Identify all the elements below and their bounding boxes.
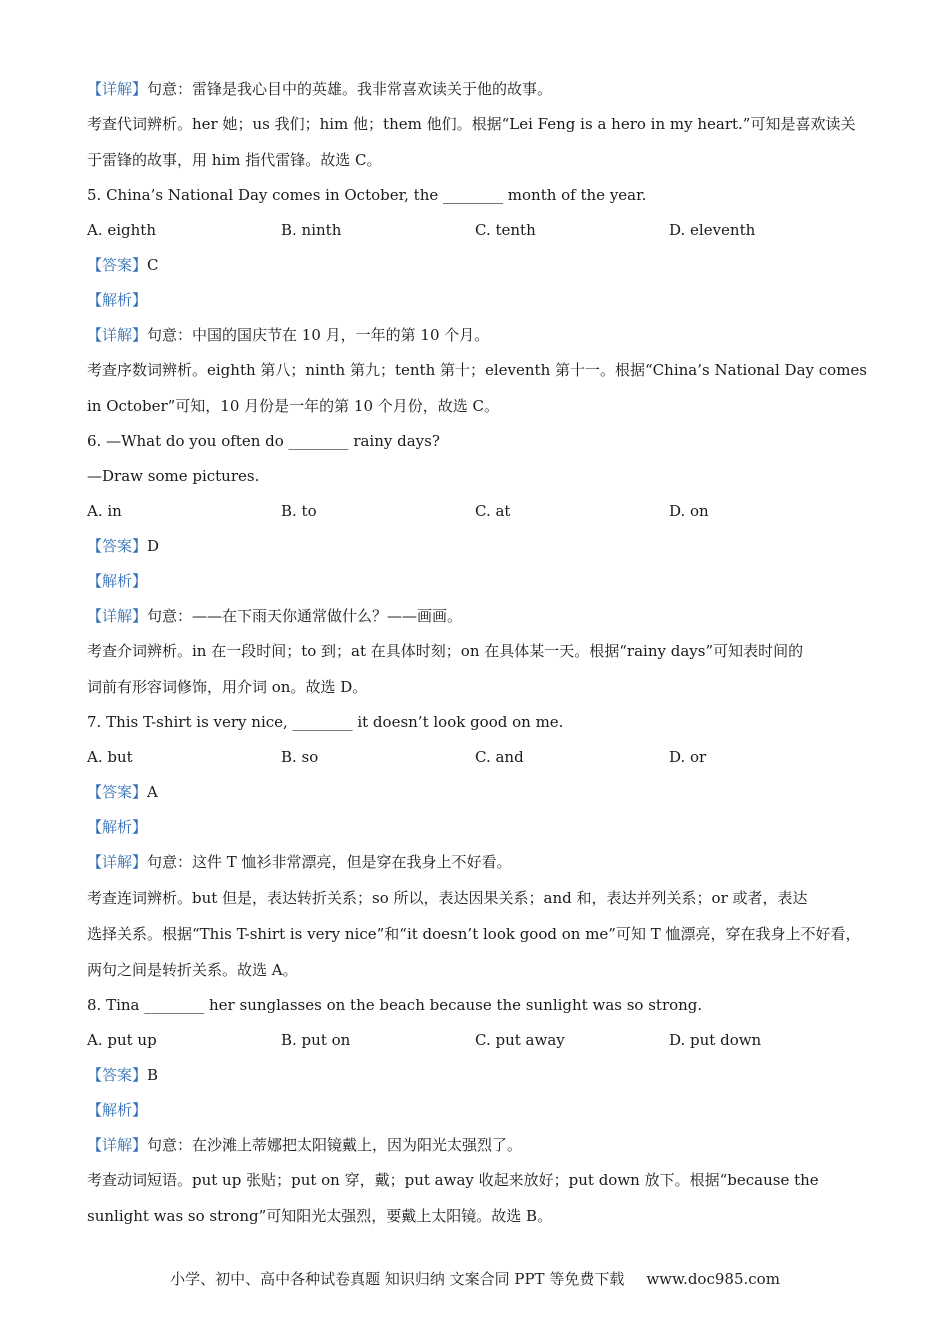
analysis-line: 选择关系。根据“This T-shirt is very nice”和“it doesn’t look good on me”可知 T 恤漂亮，穿在我身上不好看， <box>87 925 861 943</box>
question-stem: 7. This T-shirt is very nice, ________ it doesn’t look good on me. <box>87 713 564 731</box>
detail-tag: 【详解】 <box>87 326 148 344</box>
options-row <box>87 1023 877 1058</box>
option-d: D. or <box>669 748 707 766</box>
option-c: C. at <box>475 502 511 520</box>
option-a: A. eighth <box>87 221 156 239</box>
option-d: D. on <box>669 502 709 520</box>
analysis-line: 词前有形容词修饰，用介词 on。故选 D。 <box>87 678 368 696</box>
answer-line: 【答案】B <box>87 1066 159 1084</box>
options-row <box>87 740 877 775</box>
option-d: D. put down <box>669 1031 762 1049</box>
option-b: B. to <box>281 502 317 520</box>
options-row <box>87 494 877 529</box>
analysis-line: 考查动词短语。put up 张贴；put on 穿，戴；put away 收起来放好；put down 放下。根据“because the <box>87 1171 819 1189</box>
jiexi-line <box>87 564 877 599</box>
option-a: A. in <box>87 502 122 520</box>
analysis-line: 考查序数词辨析。eighth 第八；ninth 第九；tenth 第十；eleventh 第十一。根据“China’s National Day comes <box>87 361 867 379</box>
option-b: B. ninth <box>281 221 342 239</box>
option-c: C. and <box>475 748 524 766</box>
footer-url[interactable]: www.doc985.com <box>646 1270 780 1288</box>
detail-tag: 【详解】 <box>87 1136 148 1154</box>
option-a: A. but <box>87 748 133 766</box>
jiexi-tag: 【解析】 <box>87 818 148 836</box>
option-c: C. put away <box>475 1031 565 1049</box>
answer-tag: 【答案】 <box>87 537 148 555</box>
option-c: C. tenth <box>475 221 536 239</box>
analysis-line: in October”可知，10 月份是一年的第 10 个月份，故选 C。 <box>87 397 500 415</box>
analysis-line: 考查介词辨析。in 在一段时间；to 到；at 在具体时刻；on 在具体某一天。根据“rainy days”可知表时间的 <box>87 642 804 660</box>
answer-tag: 【答案】 <box>87 783 148 801</box>
jiexi-line <box>87 1093 877 1128</box>
detail-line: 【详解】句意：——在下雨天你通常做什么？——画画。 <box>87 607 463 625</box>
analysis-line: 于雷锋的故事，用 him 指代雷锋。故选 C。 <box>87 151 382 169</box>
detail-tag: 【详解】 <box>87 607 148 625</box>
detail-tag: 【详解】 <box>87 853 148 871</box>
jiexi-tag: 【解析】 <box>87 291 148 309</box>
answer-line: 【答案】C <box>87 256 159 274</box>
option-d: D. eleventh <box>669 221 756 239</box>
analysis-line: sunlight was so strong”可知阳光太强烈，要戴上太阳镜。故选 B。 <box>87 1207 553 1225</box>
page-footer <box>0 1268 950 1289</box>
question-stem: 6. —What do you often do ________ rainy days? <box>87 432 440 450</box>
answer-tag: 【答案】 <box>87 1066 148 1084</box>
question-stem: —Draw some pictures. <box>87 467 260 485</box>
answer-tag: 【答案】 <box>87 256 148 274</box>
jiexi-line <box>87 283 877 318</box>
answer-line: 【答案】D <box>87 537 160 555</box>
footer-text: 小学、初中、高中各种试卷真题 知识归纳 文案合同 PPT 等免费下载 <box>170 1270 625 1288</box>
options-row <box>87 213 877 248</box>
option-a: A. put up <box>87 1031 157 1049</box>
analysis-line: 考查连词辨析。but 但是，表达转折关系；so 所以，表达因果关系；and 和，表达并列关系；or 或者，表达 <box>87 889 808 907</box>
jiexi-line <box>87 810 877 845</box>
question-stem: 5. China’s National Day comes in October, the ________ month of the year. <box>87 186 647 204</box>
detail-tag: 【详解】 <box>87 80 148 98</box>
detail-line: 【详解】句意：雷锋是我心目中的英雄。我非常喜欢读关于他的故事。 <box>87 80 553 98</box>
question-stem: 8. Tina ________ her sunglasses on the beach because the sunlight was so strong. <box>87 996 703 1014</box>
jiexi-tag: 【解析】 <box>87 1101 148 1119</box>
jiexi-tag: 【解析】 <box>87 572 148 590</box>
answer-line: 【答案】A <box>87 783 158 801</box>
analysis-line: 考查代词辨析。her 她；us 我们；him 他；them 他们。根据“Lei Feng is a hero in my heart.”可知是喜欢读关 <box>87 115 856 133</box>
detail-line: 【详解】句意：中国的国庆节在 10 月，一年的第 10 个月。 <box>87 326 490 344</box>
analysis-line: 两句之间是转折关系。故选 A。 <box>87 961 298 979</box>
detail-line: 【详解】句意：在沙滩上蒂娜把太阳镜戴上，因为阳光太强烈了。 <box>87 1136 523 1154</box>
detail-line: 【详解】句意：这件 T 恤衫非常漂亮，但是穿在我身上不好看。 <box>87 853 512 871</box>
option-b: B. put on <box>281 1031 351 1049</box>
option-b: B. so <box>281 748 319 766</box>
document-page <box>87 72 877 1234</box>
